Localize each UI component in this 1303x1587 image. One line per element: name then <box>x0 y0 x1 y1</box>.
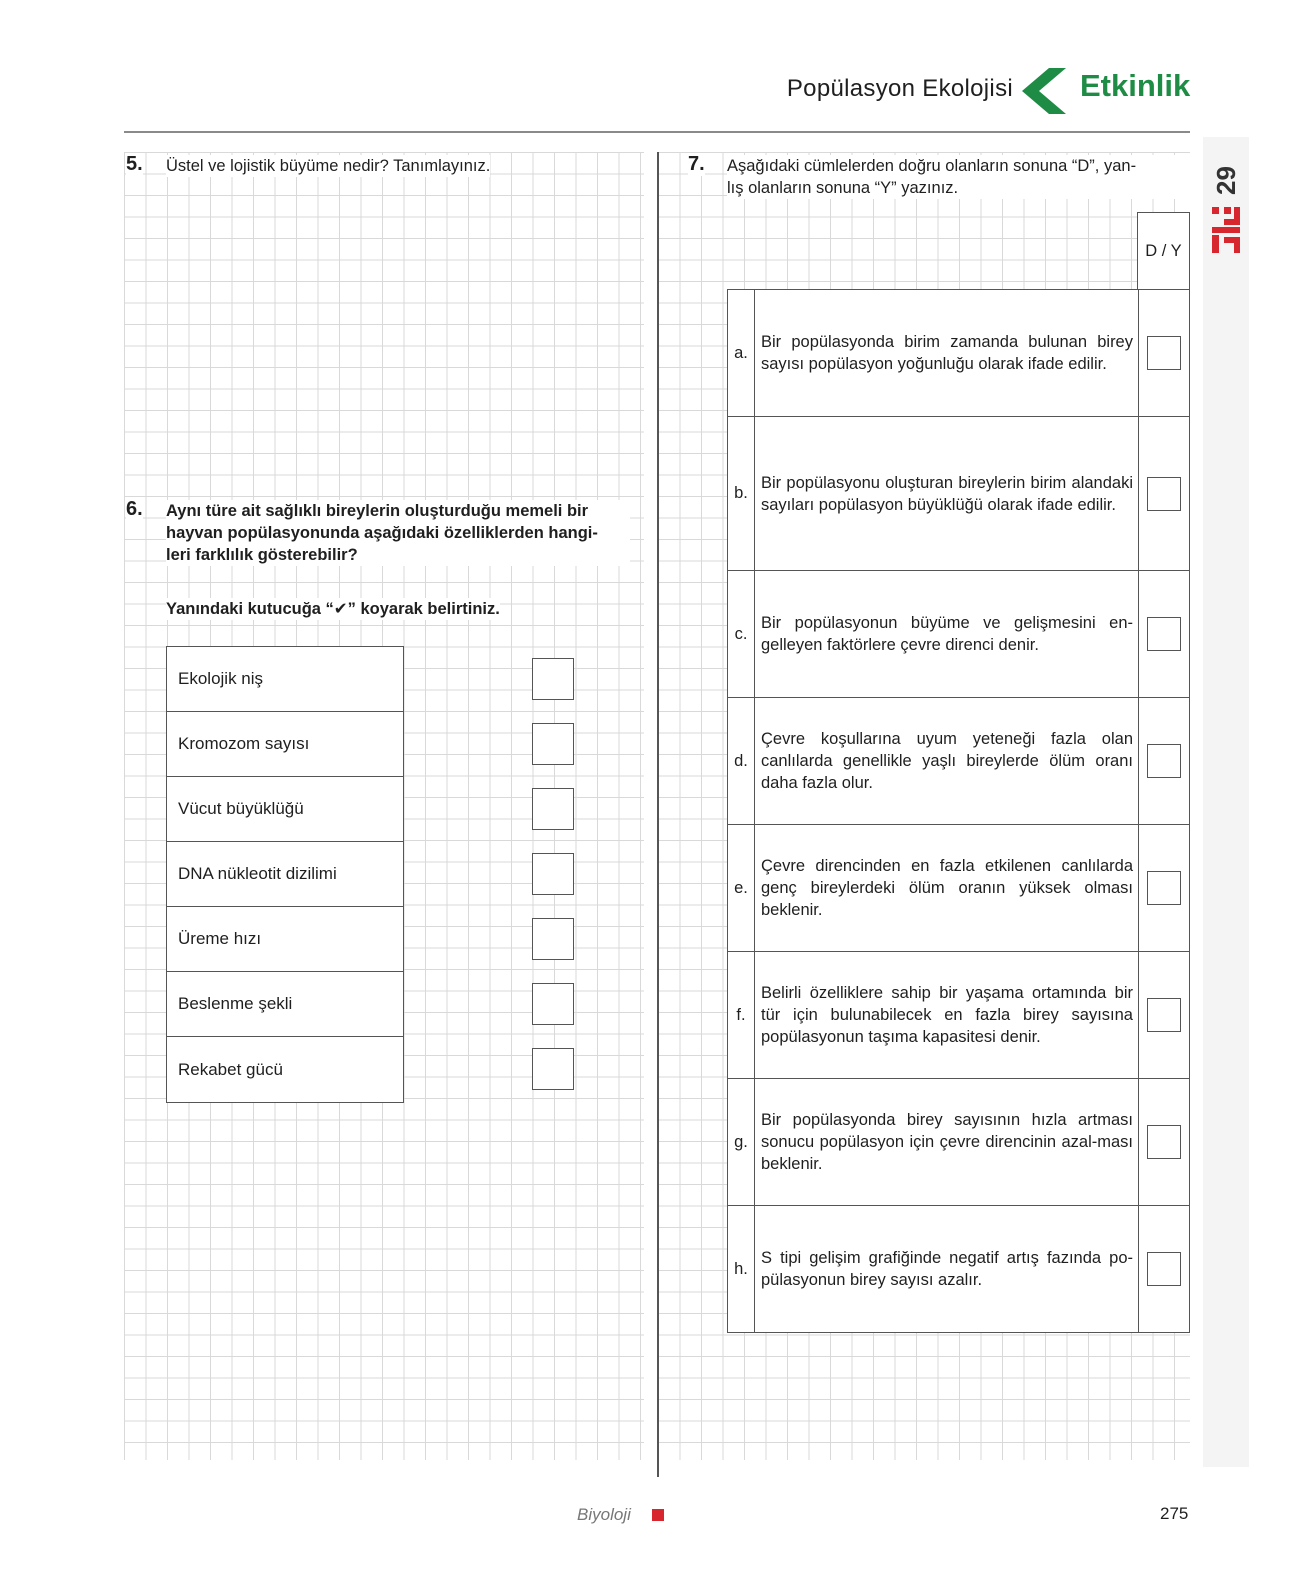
q6-option-label: DNA nükleotit dizilimi <box>178 864 337 883</box>
q7-row-b <box>728 417 1189 571</box>
q7-answer-box-c[interactable] <box>1147 617 1181 651</box>
instruction-after: ” koyarak belirtiniz. <box>347 600 500 618</box>
header-divider <box>124 131 1190 133</box>
column-divider <box>657 152 659 1477</box>
publisher-logo-icon <box>1210 205 1242 255</box>
q7-row-a <box>728 290 1189 417</box>
footer-subject: Biyoloji <box>577 1505 631 1524</box>
q6-option-row <box>167 972 403 1037</box>
q7-row-text: Bir popülasyonun büyüme ve gelişmesini en-gelleyen faktörlere çevre direnci denir. <box>761 614 1133 654</box>
q6-options-table <box>166 646 404 1103</box>
chevron-left-icon <box>1022 68 1066 114</box>
q7-answer-box-h[interactable] <box>1147 1252 1181 1286</box>
q7-row-letter: h. <box>728 1206 755 1332</box>
q7-answer-box-d[interactable] <box>1147 744 1181 778</box>
q6-checkbox-kromozom-sayisi[interactable] <box>532 723 574 765</box>
dy-column-header: D / Y <box>1137 212 1190 289</box>
q7-row-d <box>728 698 1189 825</box>
q7-row-letter: b. <box>728 417 755 570</box>
q7-answer-box-b[interactable] <box>1147 477 1181 511</box>
q7-answer-box-e[interactable] <box>1147 871 1181 905</box>
q7-answer-cell <box>1138 698 1189 824</box>
instruction-before: Yanındaki kutucuğa “ <box>166 600 334 618</box>
question-7-line-1: Aşağıdaki cümlelerden doğru olanların sonuna “D”, yan- <box>727 157 1137 175</box>
q6-checkbox-dna-dizilimi[interactable] <box>532 853 574 895</box>
q7-answer-cell <box>1138 952 1189 1078</box>
question-6-number: 6. <box>126 498 143 520</box>
q6-option-label: Ekolojik niş <box>178 669 264 688</box>
q7-row-g <box>728 1079 1189 1206</box>
side-tab-number: 29 <box>1210 165 1241 195</box>
section-title: Popülasyon Ekolojisi <box>786 75 1013 102</box>
check-icon: ✔ <box>333 600 348 618</box>
question-5-text: Üstel ve lojistik büyüme nedir? Tanımlayınız. <box>166 157 491 175</box>
q7-row-text: Çevre direncinden en fazla etkilenen canlılarda genç bireylerdeki ölüm oranın yüksek olması beklenir. <box>761 857 1133 919</box>
q7-row-text: Bir popülasyonda birim zamanda bulunan birey sayısı popülasyon yoğunluğu olarak ifade edilir. <box>761 333 1133 373</box>
q6-option-row <box>167 777 403 842</box>
q7-row-e <box>728 825 1189 952</box>
q7-answer-cell <box>1138 571 1189 697</box>
q7-row-letter: c. <box>728 571 755 697</box>
question-6-instruction <box>166 598 500 620</box>
q7-row-letter: e. <box>728 825 755 951</box>
question-5-number: 5. <box>126 153 143 175</box>
question-6-line-2: hayvan popülasyonunda aşağıdaki özelliklerden hangi- <box>166 524 598 542</box>
q6-option-label: Kromozom sayısı <box>178 734 310 753</box>
q6-option-row <box>167 907 403 972</box>
q7-row-text: Bir popülasyonda birey sayısının hızla artması sonucu popülasyon için çevre direncinin azal-ması beklenir. <box>761 1111 1133 1173</box>
question-7-line-2: lış olanların sonuna “Y” yazınız. <box>727 179 959 197</box>
q7-answer-box-a[interactable] <box>1147 336 1181 370</box>
question-7-text <box>727 155 1190 199</box>
q7-row-text: Çevre koşullarına uyum yeteneği fazla olan canlılarda genellikle yaşlı bireylerde ölüm oranı daha fazla olur. <box>761 730 1133 792</box>
q7-row-f <box>728 952 1189 1079</box>
q7-answer-cell <box>1138 290 1189 416</box>
q7-answer-box-f[interactable] <box>1147 998 1181 1032</box>
q6-option-row <box>167 647 403 712</box>
q7-answer-box-g[interactable] <box>1147 1125 1181 1159</box>
q7-statements-table <box>727 289 1190 1333</box>
q6-option-row <box>167 712 403 777</box>
question-6-line-3: leri farklılık gösterebilir? <box>166 546 358 564</box>
q6-option-label: Vücut büyüklüğü <box>178 799 304 818</box>
q7-answer-cell <box>1138 825 1189 951</box>
q7-answer-cell <box>1138 1206 1189 1332</box>
q6-option-label: Rekabet gücü <box>178 1059 283 1079</box>
q6-checkbox-ureme-hizi[interactable] <box>532 918 574 960</box>
q6-option-row <box>167 842 403 907</box>
q6-checkbox-vucut-buyuklugu[interactable] <box>532 788 574 830</box>
q7-row-letter: a. <box>728 290 755 416</box>
q7-answer-cell <box>1138 1079 1189 1205</box>
q7-row-c <box>728 571 1189 698</box>
q7-row-text: Bir popülasyonu oluşturan bireylerin birim alandaki sayıları popülasyon büyüklüğü olarak ifade edilir. <box>761 473 1133 514</box>
q7-row-letter: f. <box>728 952 755 1078</box>
q7-answer-cell <box>1138 417 1189 570</box>
q6-option-label: Üreme hızı <box>178 929 262 948</box>
side-tab <box>1203 137 1249 1467</box>
question-6-line-1: Aynı türe ait sağlıklı bireylerin oluşturduğu memeli bir <box>166 502 589 520</box>
footer-square-icon <box>652 1509 664 1521</box>
q7-row-text: S tipi gelişim grafiğinde negatif artış fazında po-pülasyonun birey sayısı azalır. <box>761 1249 1133 1289</box>
page-number: 275 <box>1160 1504 1189 1523</box>
question-7-number: 7. <box>688 153 705 175</box>
q6-checkbox-ekolojik-nis[interactable] <box>532 658 574 700</box>
question-6-text <box>166 500 630 566</box>
q6-checkbox-beslenme-sekli[interactable] <box>532 983 574 1025</box>
q7-row-letter: g. <box>728 1079 755 1205</box>
q6-option-row <box>167 1037 403 1102</box>
q7-row-letter: d. <box>728 698 755 824</box>
q6-checkbox-rekabet-gucu[interactable] <box>532 1048 574 1090</box>
q6-option-label: Beslenme şekli <box>178 994 293 1013</box>
q7-row-text: Belirli özelliklere sahip bir yaşama ortamında bir tür için bulunabilecek en fazla birey sayısına popülasyonun taşıma kapasitesi denir. <box>761 984 1133 1046</box>
q7-row-h <box>728 1206 1189 1332</box>
activity-label: Etkinlik <box>1080 68 1191 103</box>
